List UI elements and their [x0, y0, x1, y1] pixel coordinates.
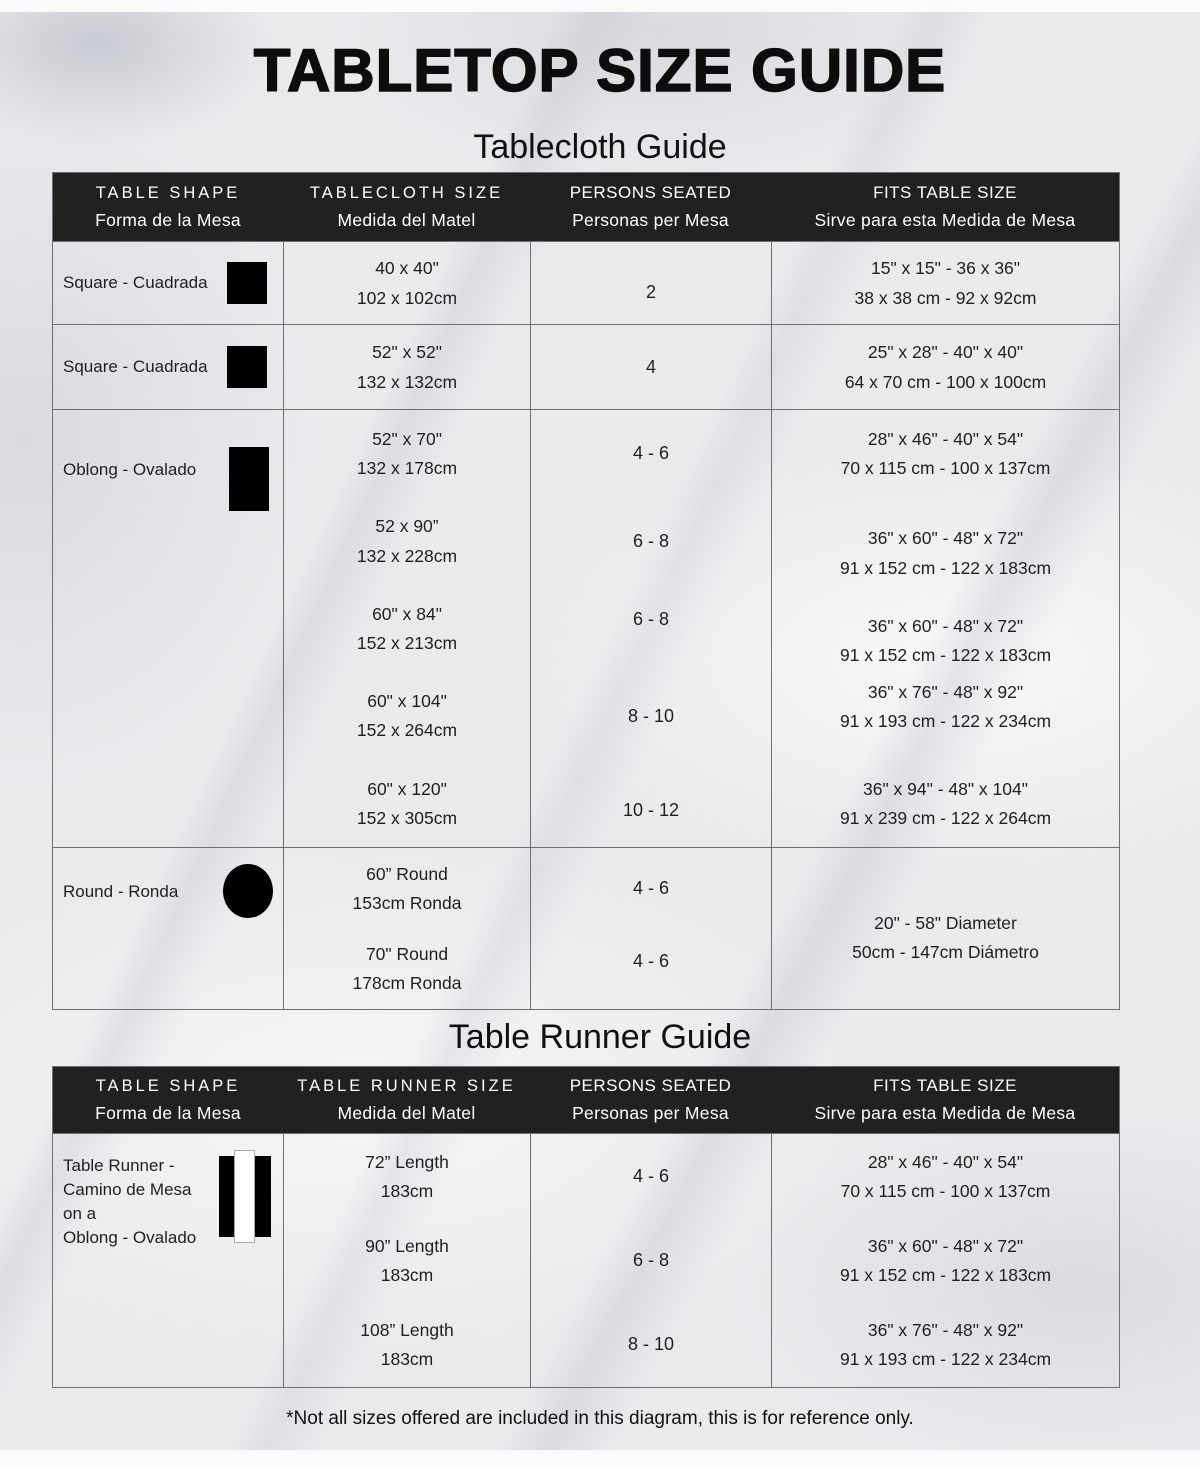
- fits-inches: 25" x 28" - 40" x 40": [867, 342, 1024, 363]
- persons-entry: [531, 1218, 771, 1302]
- table-runner-table: [52, 1066, 1120, 1388]
- size-entry: [284, 1303, 530, 1387]
- circle-shape-icon: [223, 864, 273, 918]
- footnote: *Not all sizes offered are included in this diagram, this is for reference only.: [286, 1408, 914, 1429]
- header-table-shape: [53, 173, 283, 241]
- persons-entry: [531, 929, 771, 1010]
- size-cm: 152 x 213cm: [356, 632, 458, 653]
- fits-cm: 50cm - 147cm Diámetro: [852, 942, 1039, 962]
- header-fits-table-size-es: Sirve para esta Medida de Mesa: [814, 1103, 1076, 1123]
- table-row-runner: [53, 1133, 1119, 1387]
- header-tablecloth-size: [283, 173, 530, 241]
- square-shape-icon: [227, 346, 267, 388]
- header-table-shape-en: TABLE SHAPE: [95, 183, 241, 202]
- header-fits-table-size-en: FITS TABLE SIZE: [873, 183, 1017, 202]
- size-cm: 183cm: [380, 1264, 434, 1285]
- size-entry: [284, 497, 530, 584]
- shape-label-line2: Camino de Mesa: [63, 1180, 192, 1199]
- header-table-shape-es: Forma de la Mesa: [95, 1102, 241, 1123]
- persons-cell: [530, 848, 771, 1009]
- bottom-white-edge: [0, 1450, 1200, 1467]
- size-inches: 60" x 104": [367, 691, 447, 712]
- size-inches: 60" x 120": [367, 778, 447, 799]
- persons-value: 4 - 6: [632, 443, 670, 464]
- persons-value: 4 - 6: [632, 877, 670, 898]
- oblong-shape-icon: [229, 447, 269, 511]
- header-fits-table-size: [771, 1067, 1119, 1133]
- size-entry: [284, 672, 530, 759]
- persons-value: 6 - 8: [632, 609, 670, 630]
- persons-entry: [531, 760, 771, 847]
- fits-entry: [772, 1303, 1119, 1387]
- fits-entry: [772, 760, 1119, 847]
- fits-entry: [772, 497, 1119, 584]
- size-inches: 72” Length: [365, 1151, 449, 1172]
- top-white-edge: [0, 0, 1200, 12]
- shape-cell: [53, 242, 283, 324]
- fits-cm: 91 x 193 cm - 122 x 234cm: [839, 1349, 1052, 1370]
- fits-cell: [771, 325, 1119, 409]
- table-row-square-52: [53, 324, 1119, 409]
- runner-header-row: [53, 1067, 1119, 1133]
- size-inches: 90” Length: [365, 1235, 449, 1256]
- size-inches: 52" x 52": [372, 342, 442, 363]
- fits-inches: 36" x 76" - 48" x 92": [867, 1320, 1024, 1341]
- fits-cm: 38 x 38 cm - 92 x 92cm: [854, 287, 1037, 308]
- table-row-square-40: [53, 241, 1119, 324]
- table-row-oblong: [53, 409, 1119, 847]
- size-inches: 60” Round: [366, 863, 448, 884]
- persons-cell: [530, 410, 771, 847]
- header-fits-table-size: [771, 173, 1119, 241]
- persons-cell: [530, 1134, 771, 1387]
- header-persons-seated-en: PERSONS SEATED: [569, 1076, 732, 1095]
- fits-cm: 64 x 70 cm - 100 x 100cm: [844, 371, 1047, 392]
- persons-value: 8 - 10: [627, 1334, 675, 1355]
- table-row-round: [53, 847, 1119, 1009]
- square-shape-icon: [227, 262, 267, 304]
- table-runner-guide-title: Table Runner Guide: [448, 1018, 752, 1056]
- fits-cell: [771, 1134, 1119, 1387]
- size-cm: 183cm: [380, 1180, 434, 1201]
- header-table-runner-size-es: Medida del Matel: [337, 1102, 476, 1123]
- shape-label-line1: Table Runner -: [63, 1156, 175, 1175]
- fits-cm: 91 x 152 cm - 122 x 183cm: [839, 1264, 1052, 1285]
- shape-label: Square - Cuadrada: [63, 273, 208, 292]
- size-cm: 178cm Ronda: [352, 973, 462, 994]
- header-table-shape-es: Forma de la Mesa: [95, 209, 241, 230]
- persons-value: 6 - 8: [632, 1250, 670, 1271]
- shape-label: Square - Cuadrada: [63, 357, 208, 376]
- fits-inches: 20" - 58" Diameter: [874, 912, 1017, 933]
- shape-cell: [53, 325, 283, 409]
- persons-entry: [531, 497, 771, 584]
- size-cell: [283, 410, 530, 847]
- size-entry: [284, 1134, 530, 1218]
- header-tablecloth-size-es: Medida del Matel: [337, 209, 476, 230]
- header-persons-seated-es: Personas per Mesa: [572, 1103, 729, 1123]
- fits-inches: 36" x 60" - 48" x 72": [867, 528, 1024, 549]
- fits-cell: [771, 410, 1119, 847]
- header-table-shape-en: TABLE SHAPE: [95, 1076, 241, 1095]
- persons-entry: [531, 672, 771, 759]
- persons-value: 4: [645, 356, 656, 377]
- size-cell: [283, 1134, 530, 1387]
- size-inches: 40 x 40": [375, 258, 439, 279]
- header-tablecloth-size-en: TABLECLOTH SIZE: [309, 183, 504, 202]
- size-inches: 70" Round: [365, 944, 449, 965]
- size-cm: 132 x 132cm: [356, 371, 458, 392]
- size-cm: 152 x 305cm: [356, 807, 458, 828]
- fits-entry: [772, 585, 1119, 672]
- persons-cell: [530, 325, 771, 409]
- persons-value: 4 - 6: [632, 951, 670, 972]
- size-entry: [284, 848, 530, 929]
- persons-entry: [531, 1134, 771, 1218]
- shape-cell: [53, 848, 283, 1009]
- size-inches: 52 x 90”: [375, 516, 439, 537]
- size-entry: [284, 1218, 530, 1302]
- size-inches: 52" x 70": [372, 429, 442, 450]
- fits-entry: [772, 410, 1119, 497]
- fits-cm: 91 x 152 cm - 122 x 183cm: [839, 557, 1052, 578]
- runner-stripe-icon: [234, 1150, 255, 1243]
- size-entry: [284, 929, 530, 1010]
- tablecloth-table: [52, 172, 1120, 1010]
- header-persons-seated-es: Personas per Mesa: [572, 210, 729, 230]
- shape-label: [63, 1154, 196, 1250]
- header-persons-seated-en: PERSONS SEATED: [569, 183, 732, 202]
- header-table-shape: [53, 1067, 283, 1133]
- fits-inches: 36" x 94" - 48" x 104": [863, 778, 1028, 799]
- size-cell: [283, 325, 530, 409]
- shape-cell: [53, 410, 283, 847]
- size-cm: 102 x 102cm: [356, 287, 458, 308]
- fits-cm: 91 x 193 cm - 122 x 234cm: [839, 711, 1052, 732]
- fits-cm: 70 x 115 cm - 100 x 137cm: [840, 1180, 1051, 1201]
- fits-inches: 36" x 60" - 48" x 72": [867, 1235, 1024, 1256]
- fits-cell: [771, 242, 1119, 324]
- fits-inches: 36" x 60" - 48" x 72": [867, 615, 1024, 636]
- fits-inches: 28" x 46" - 40" x 54": [867, 1151, 1024, 1172]
- shape-label: Oblong - Ovalado: [63, 460, 197, 479]
- header-fits-table-size-en: FITS TABLE SIZE: [873, 1076, 1017, 1095]
- size-entry: [284, 760, 530, 847]
- header-fits-table-size-es: Sirve para esta Medida de Mesa: [814, 210, 1076, 230]
- fits-cm: 91 x 152 cm - 122 x 183cm: [839, 644, 1052, 665]
- fits-entry: [772, 672, 1119, 759]
- header-persons-seated: [530, 1067, 771, 1133]
- persons-entry: [531, 410, 771, 497]
- persons-value: 2: [645, 281, 656, 302]
- tablecloth-header-row: [53, 173, 1119, 241]
- tablecloth-guide-title: Tablecloth Guide: [473, 128, 727, 166]
- size-cm: 152 x 264cm: [356, 720, 458, 741]
- shape-cell: [53, 1134, 283, 1387]
- persons-entry: [531, 585, 771, 672]
- shape-label: Round - Ronda: [63, 882, 179, 901]
- header-table-runner-size-en: TABLE RUNNER SIZE: [297, 1076, 516, 1095]
- size-cell: [283, 242, 530, 324]
- header-table-runner-size: [283, 1067, 530, 1133]
- size-cell: [283, 848, 530, 1009]
- page-title: TABLETOP SIZE GUIDE: [253, 37, 947, 104]
- persons-value: 6 - 8: [632, 530, 670, 551]
- fits-entry: [772, 1218, 1119, 1302]
- fits-inches: 15" x 15" - 36 x 36": [871, 258, 1020, 279]
- fits-cm: 70 x 115 cm - 100 x 137cm: [840, 458, 1051, 479]
- persons-entry: [531, 848, 771, 929]
- size-cm: 153cm Ronda: [352, 892, 462, 913]
- fits-cell: [771, 848, 1119, 1009]
- shape-label-line3: on a: [63, 1204, 97, 1223]
- size-inches: 108” Length: [360, 1320, 454, 1341]
- persons-value: 4 - 6: [632, 1165, 670, 1186]
- fits-cm: 91 x 239 cm - 122 x 264cm: [839, 807, 1052, 828]
- size-entry: [284, 585, 530, 672]
- persons-entry: [531, 1303, 771, 1387]
- shape-label-line4: Oblong - Ovalado: [63, 1228, 197, 1247]
- table-runner-icon: [219, 1150, 271, 1244]
- size-entry: [284, 410, 530, 497]
- size-cm: 183cm: [380, 1349, 434, 1370]
- fits-inches: 28" x 46" - 40" x 54": [867, 429, 1024, 450]
- fits-inches: 36" x 76" - 48" x 92": [867, 682, 1024, 703]
- persons-value: 8 - 10: [627, 705, 675, 726]
- size-cm: 132 x 178cm: [356, 458, 458, 479]
- fits-entry: [772, 1134, 1119, 1218]
- header-persons-seated: [530, 173, 771, 241]
- size-cm: 132 x 228cm: [356, 545, 458, 566]
- persons-value: 10 - 12: [622, 799, 680, 820]
- persons-cell: [530, 242, 771, 324]
- size-inches: 60" x 84": [372, 603, 442, 624]
